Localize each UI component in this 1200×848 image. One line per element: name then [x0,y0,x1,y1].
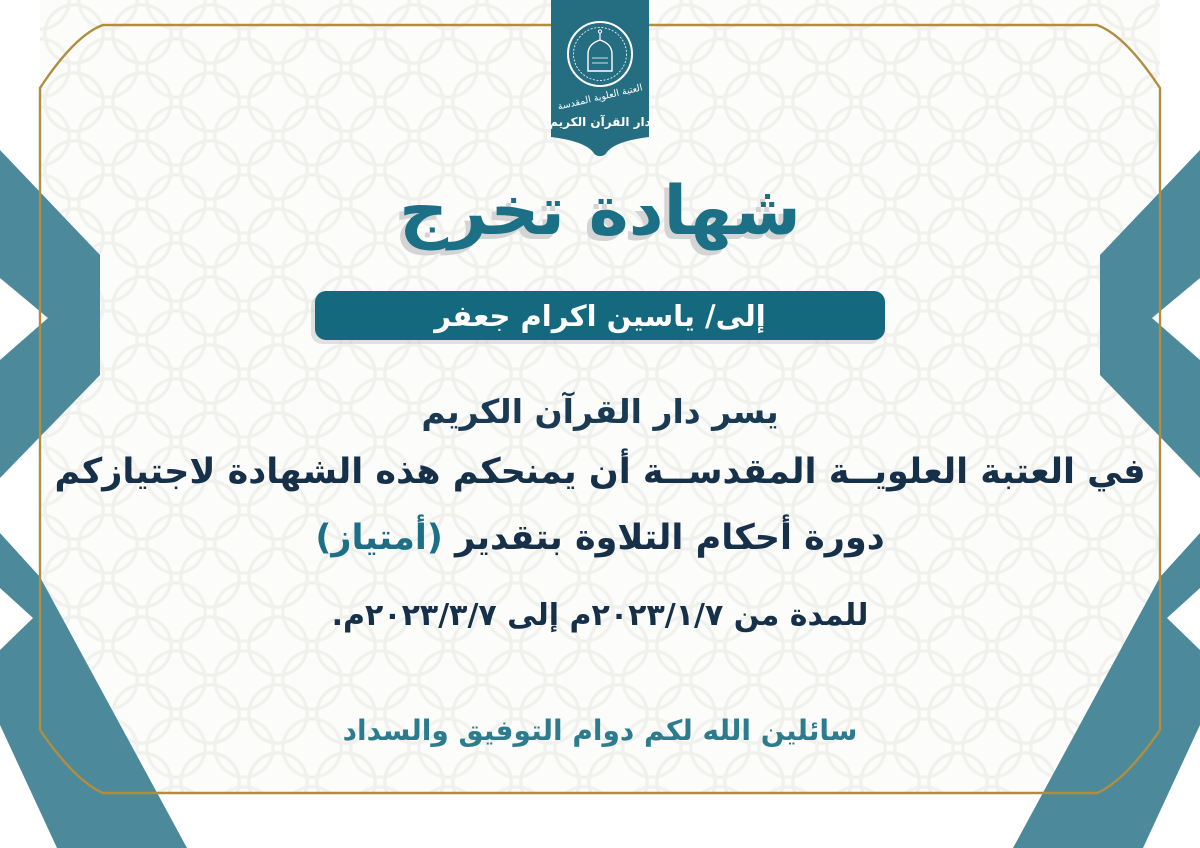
body-line-issuer: يسر دار القرآن الكريم [421,392,779,431]
closing-line: سائلين الله لكم دوام التوفيق والسداد [342,714,858,747]
course-text: دورة أحكام التلاوة بتقدير [442,518,885,558]
banner-ribbon-shape [551,0,649,156]
grade-text: (أمتياز) [315,518,443,558]
organization-name: دار القرآن الكريم [549,115,651,129]
left-lower-ribbon-shape [0,533,187,848]
body-line-course [0,518,1200,558]
logo-banner [549,0,651,156]
right-lower-ribbon-shape [1013,533,1200,848]
recipient-name: إلى/ ياسين اكرام جعفر [434,298,766,333]
body-line-grant: في العتبة العلويــة المقدســة أن يمنحكم هذه الشهادة لاجتيازكم [54,452,1146,492]
recipient-banner [315,291,885,340]
shrine-name: العتبة العلوية المقدسة [556,82,644,113]
certificate-title: شهادة تخرج [399,172,801,251]
period-line: للمدة من ٢٠٢٣/١/٧م إلى ٢٠٢٣/٣/٧م. [331,598,869,633]
